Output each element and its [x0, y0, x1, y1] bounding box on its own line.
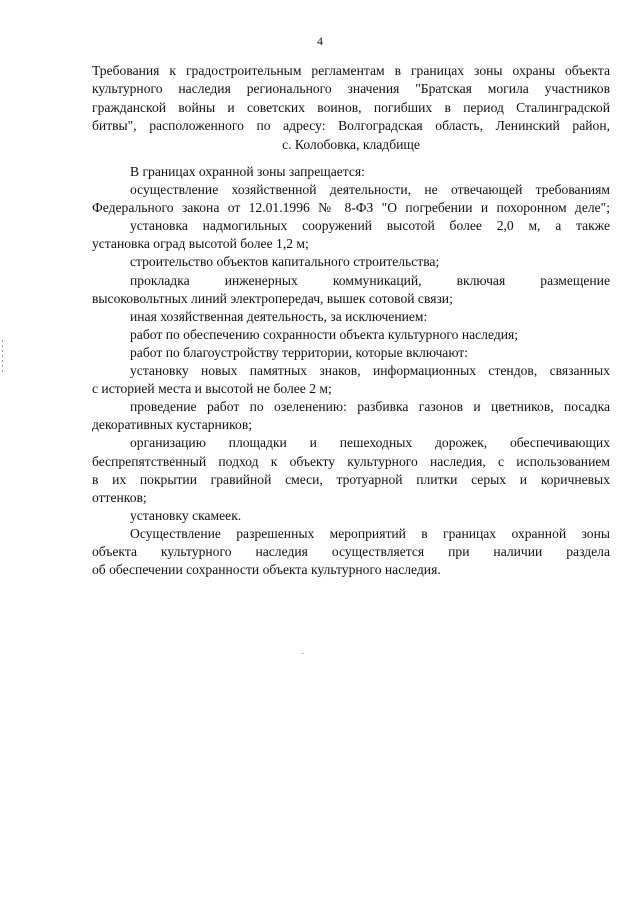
scan-margin-mark [2, 340, 3, 374]
document-body [92, 163, 610, 579]
body-line: организацию площадки и пешеходных дорожек, обеспечивающих [130, 435, 610, 451]
title-line: с. Колобовка, кладбище [282, 136, 420, 152]
page-number: 4 [317, 34, 323, 48]
body-line: декоративных кустарников; [92, 417, 253, 433]
body-line: объекта культурного наследия осуществляется при наличии раздела [92, 543, 610, 559]
body-line: прокладка инженерных коммуникаций, включая размещение [130, 272, 610, 288]
body-line: В границах охранной зоны запрещается: [130, 164, 365, 179]
title-line: гражданской войны и советских воинов, погибших в период Сталинградской [92, 99, 610, 115]
body-line: установку скамеек. [130, 507, 242, 523]
body-line: проведение работ по озеленению: разбивка газонов и цветников, посадка [130, 399, 610, 415]
body-line: Федерального закона от 12.01.1996 № 8-ФЗ "О погребении и похоронном деле"; [92, 200, 610, 216]
body-line: работ по обеспечению сохранности объекта культурного наследия; [130, 326, 519, 342]
title-line: культурного наследия регионального значения "Братская могила участников [92, 81, 610, 97]
body-line: об обеспечении сохранности объекта культурного наследия. [92, 562, 441, 578]
body-line: строительство объектов капитального строительства; [130, 254, 440, 270]
body-line: работ по благоустройству территории, которые включают: [130, 344, 469, 360]
body-line: с историей места и высотой не более 2 м; [92, 381, 332, 397]
scan-speck [302, 653, 304, 654]
body-line: иная хозяйственная деятельность, за исключением: [130, 308, 428, 324]
body-line: в их покрытии гравийной смеси, тротуарной плитки серых и коричневых [92, 471, 610, 487]
body-line: осуществление хозяйственной деятельности, не отвечающей требованиям [130, 182, 610, 198]
title-line: Требования к градостроительным регламентам в границах зоны охраны объекта [92, 63, 610, 78]
body-line: установка оград высотой более 1,2 м; [92, 236, 309, 252]
body-line: оттенков; [92, 489, 147, 505]
body-line: Осуществление разрешенных мероприятий в границах охранной зоны [130, 525, 610, 541]
body-line: высоковольтных линий электропередач, вышек сотовой связи; [92, 290, 453, 306]
body-line: беспрепятственный подход к объекту культурного наследия, с использованием [92, 453, 610, 469]
body-line: установку новых памятных знаков, информационных стендов, связанных [130, 363, 610, 379]
body-line: установка надмогильных сооружений высотой более 2,0 м, а также [130, 218, 610, 234]
document-title [92, 62, 610, 154]
title-line: битвы", расположенного по адресу: Волгоградская область, Ленинский район, [92, 118, 610, 134]
